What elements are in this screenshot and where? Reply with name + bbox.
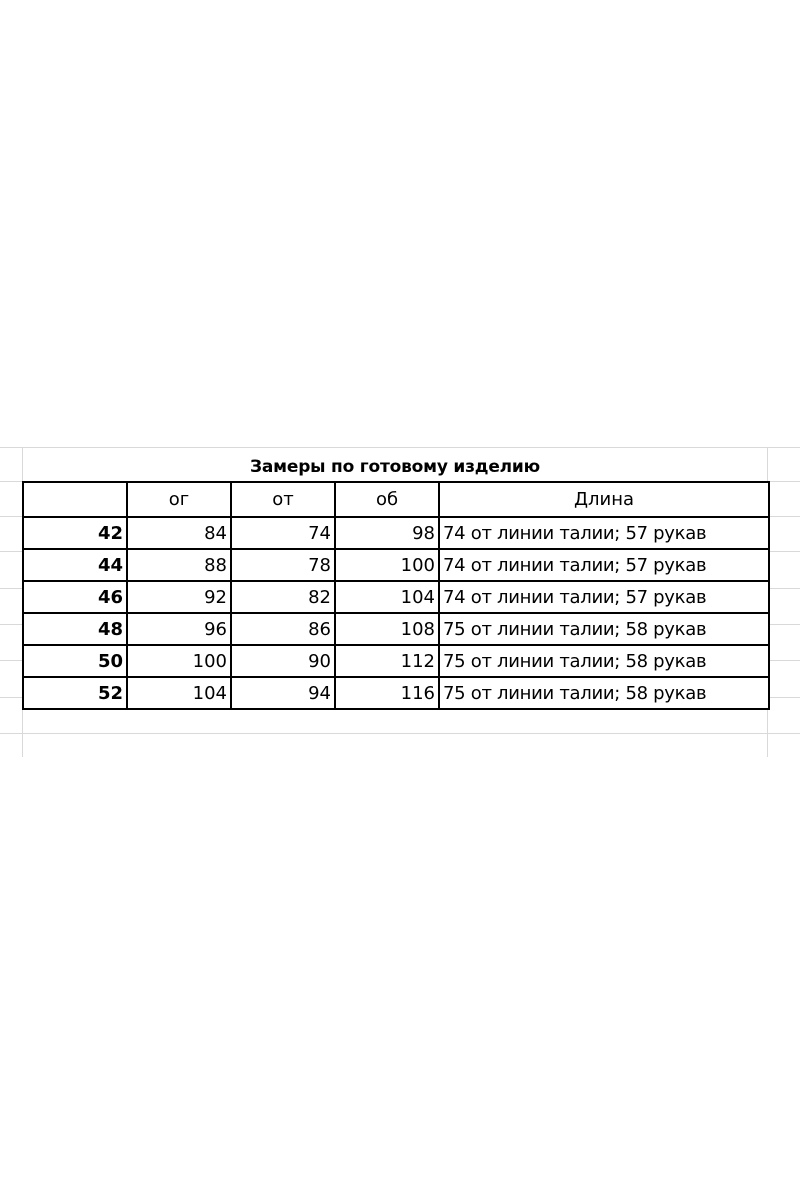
size-cell: 50 (23, 645, 127, 677)
header-cell-og: ог (127, 482, 231, 517)
og-cell: 100 (127, 645, 231, 677)
gridline (0, 447, 800, 448)
table-row (23, 613, 769, 645)
header-cell-length: Длина (439, 482, 769, 517)
ot-cell: 82 (231, 581, 335, 613)
ob-cell: 100 (335, 549, 439, 581)
og-cell: 96 (127, 613, 231, 645)
spreadsheet-area (0, 447, 800, 757)
ob-cell: 98 (335, 517, 439, 549)
gridline (0, 733, 800, 734)
length-cell: 75 от линии талии; 58 рукав (439, 677, 769, 709)
length-cell: 74 от линии талии; 57 рукав (439, 549, 769, 581)
ot-cell: 78 (231, 549, 335, 581)
og-cell: 104 (127, 677, 231, 709)
size-cell: 46 (23, 581, 127, 613)
ot-cell: 94 (231, 677, 335, 709)
size-cell: 48 (23, 613, 127, 645)
header-cell-ob: об (335, 482, 439, 517)
length-cell: 75 от линии талии; 58 рукав (439, 613, 769, 645)
size-cell: 52 (23, 677, 127, 709)
size-cell: 42 (23, 517, 127, 549)
table-row (23, 517, 769, 549)
ot-cell: 74 (231, 517, 335, 549)
size-cell: 44 (23, 549, 127, 581)
table-row (23, 677, 769, 709)
og-cell: 92 (127, 581, 231, 613)
header-cell-size (23, 482, 127, 517)
table-row (23, 549, 769, 581)
length-cell: 74 от линии талии; 57 рукав (439, 517, 769, 549)
table-row (23, 645, 769, 677)
og-cell: 88 (127, 549, 231, 581)
ob-cell: 104 (335, 581, 439, 613)
table-title: Замеры по готовому изделию (24, 450, 766, 484)
ob-cell: 116 (335, 677, 439, 709)
og-cell: 84 (127, 517, 231, 549)
ob-cell: 112 (335, 645, 439, 677)
length-cell: 75 от линии талии; 58 рукав (439, 645, 769, 677)
table-row (23, 581, 769, 613)
header-row (23, 482, 769, 517)
size-table (22, 481, 770, 710)
ob-cell: 108 (335, 613, 439, 645)
length-cell: 74 от линии талии; 57 рукав (439, 581, 769, 613)
header-cell-ot: от (231, 482, 335, 517)
ot-cell: 86 (231, 613, 335, 645)
ot-cell: 90 (231, 645, 335, 677)
